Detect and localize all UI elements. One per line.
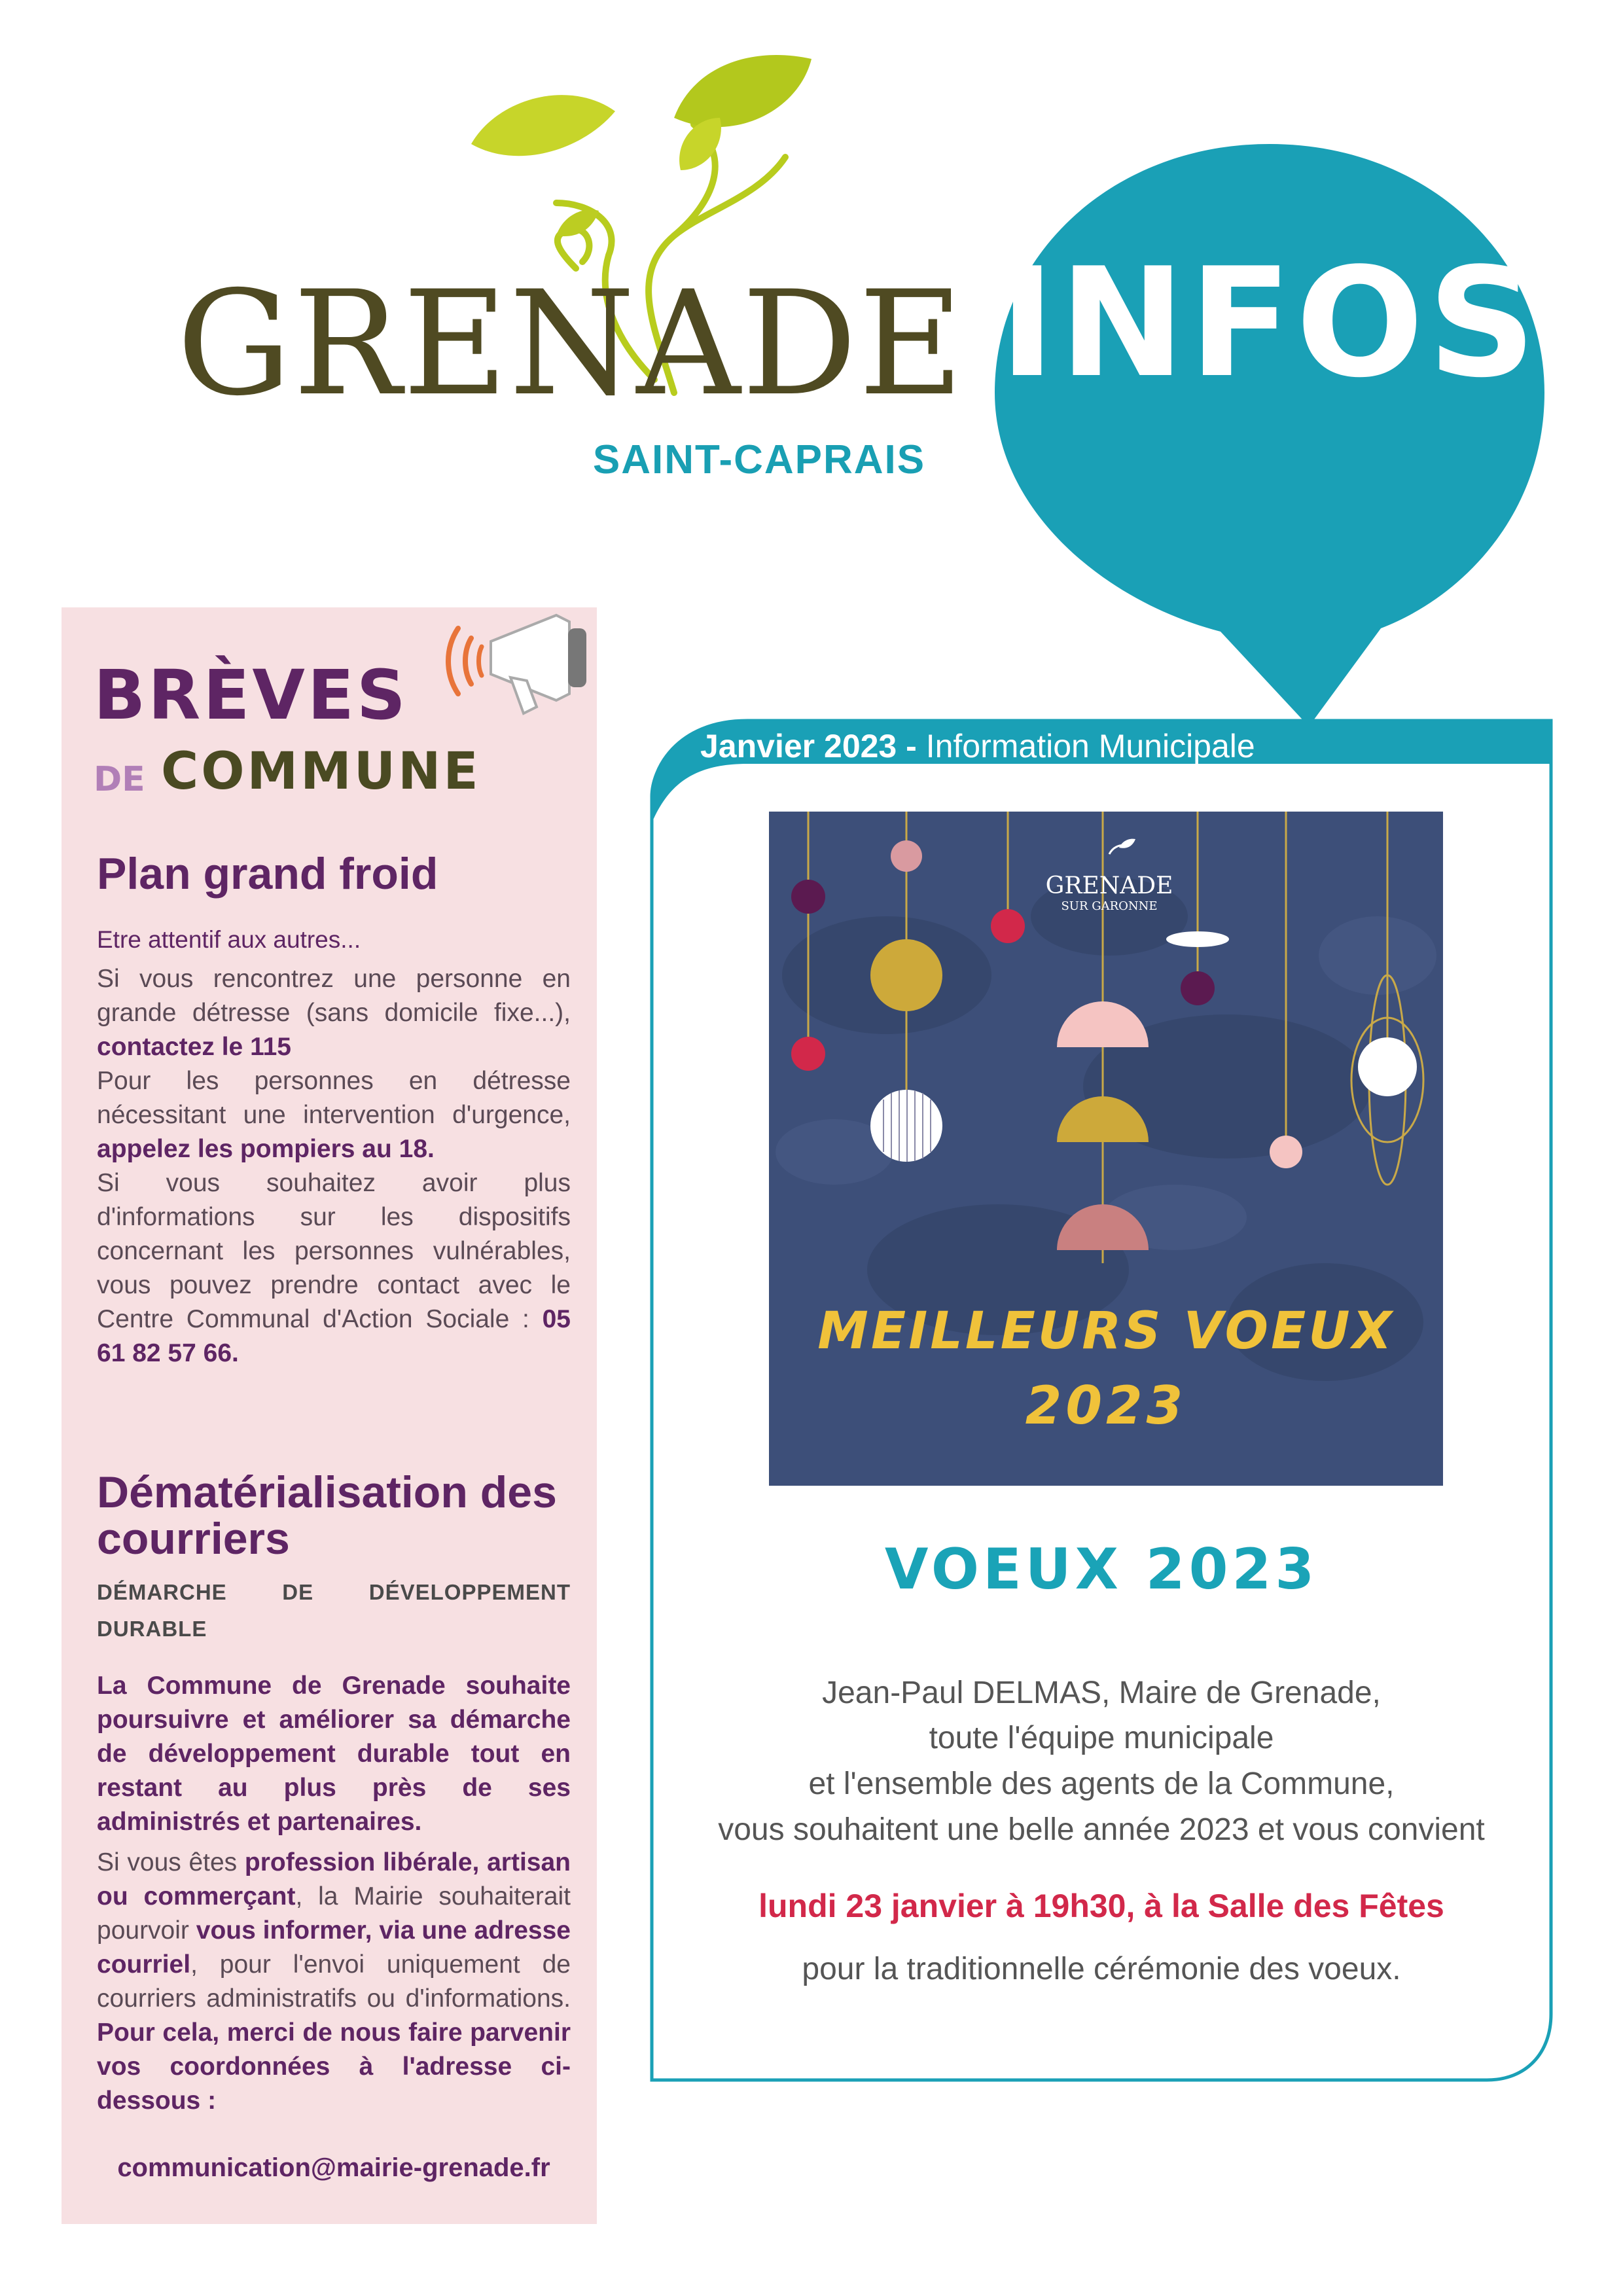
logo-subtitle: SAINT-CAPRAIS — [592, 437, 926, 482]
section-dematerialisation-lead: DÉMARCHE DE DÉVELOPPEMENT DURABLE — [97, 1580, 571, 1641]
phone-115: contactez le 115 — [97, 1033, 291, 1061]
section-dematerialisation-body: Si vous êtes profession libérale, artisan ou commerçant, la Mairie souhaiterait pourvoir vous informer, via une adresse courriel, pour l'envoi uniquement de courriers administratifs ou d'informations. Pour cela, merci de nous faire parvenir vos coordonnées à l'adresse ci-dessous : — [97, 1848, 571, 2115]
poster-line2: 2023 — [1025, 1375, 1187, 1436]
issue-header: Janvier 2023 - Information Municipale — [700, 728, 1255, 764]
section-plan-grand-froid-title: Plan grand froid — [97, 849, 438, 899]
voeux-line-2: toute l'équipe municipale — [929, 1721, 1274, 1755]
section-dematerialisation-title: Dématérialisation des courriers — [97, 1467, 557, 1564]
contact-email-link[interactable]: communication@mairie-grenade.fr — [117, 2153, 550, 2182]
voeux-line-5: pour la traditionnelle cérémonie des voeux. — [802, 1952, 1401, 1986]
section-plan-grand-froid-body: Si vous rencontrez une personne en grande détresse (sans domicile fixe...), contactez le 115 Pour les personnes en détresse nécessitant une intervention d'urgence, appelez les pompiers au 18. Si vous souhaitez avoir plus d'informations sur les dispositifs concernant les personnes vulnérables, vous pouvez prendre contact avec le Centre Communal d'Action Sociale : 05 61 82 57 66. — [97, 965, 571, 1367]
breves-commune: COMMUNE — [161, 742, 481, 801]
phone-18: appelez les pompiers au 18. — [97, 1135, 435, 1163]
voeux-line-4: vous souhaitent une belle année 2023 et vous convient — [718, 1812, 1485, 1847]
logo-wordmark: GRENADE — [177, 260, 965, 427]
megaphone-icon — [438, 609, 602, 720]
poster-line1: MEILLEURS VOEUX — [817, 1302, 1395, 1361]
breves-title: BRÈVES — [94, 655, 408, 735]
poster-logo-sub: SUR GARONNE — [1061, 899, 1158, 913]
voeux-title: VOEUX 2023 — [884, 1537, 1319, 1602]
voeux-poster — [769, 812, 1443, 1486]
section-dematerialisation-intro: La Commune de Grenade souhaite poursuivre et améliorer sa démarche de développement durable tout en restant au plus près de ses administrés et partenaires. — [97, 1672, 571, 1836]
voeux-date: lundi 23 janvier à 19h30, à la Salle des Fêtes — [758, 1888, 1444, 1924]
voeux-line-1: Jean-Paul DELMAS, Maire de Grenade, — [822, 1676, 1381, 1710]
infos-title: INFOS — [999, 236, 1541, 411]
infos-bubble — [995, 144, 1544, 733]
voeux-line-3: et l'ensemble des agents de la Commune, — [808, 1767, 1395, 1801]
breves-de: DE — [94, 760, 145, 799]
phone-ccas: 05 61 82 57 66. — [97, 1305, 571, 1367]
section-plan-grand-froid-lead: Etre attentif aux autres... — [97, 926, 361, 953]
poster-logo-word: GRENADE — [1045, 872, 1173, 899]
